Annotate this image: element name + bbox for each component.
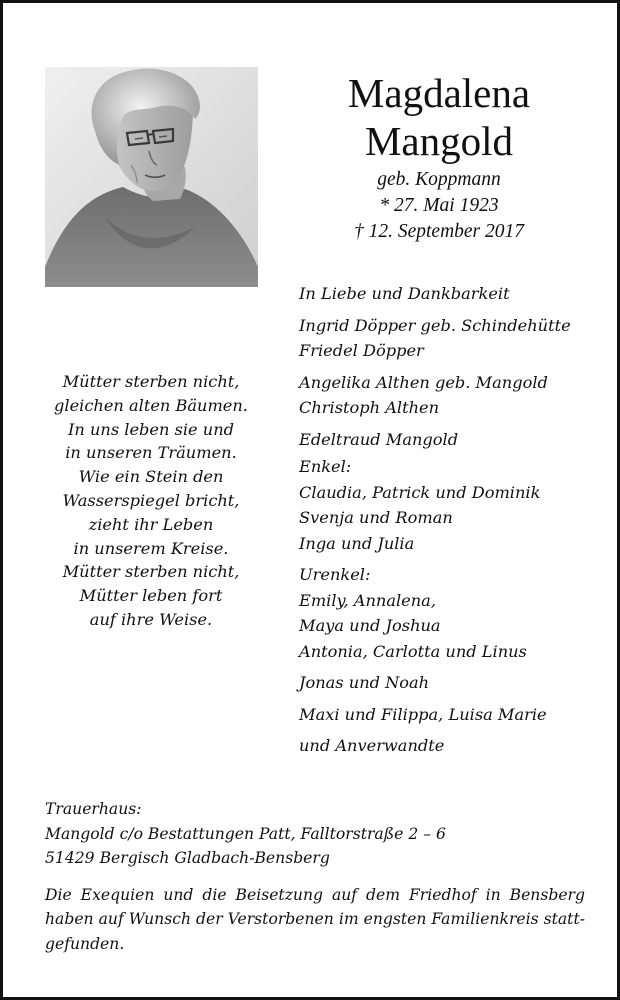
survivor-name: Jonas und Noah [299,673,430,692]
survivor-name: Edeltraud Mangold [299,429,459,449]
portrait-photo-icon [45,67,258,287]
survivor-name: Ingrid Döpper geb. Schindehütte [299,315,571,335]
deceased-name [303,69,575,165]
deceased-last-name: Mangold [364,118,514,164]
poem-line: in unseren Träumen. [65,443,237,463]
deceased-first-name: Magdalena [347,70,531,116]
portrait-photo [45,67,258,287]
grandchildren-label: Enkel: [299,457,352,476]
poem-line: Wasserspiegel bricht, [62,490,240,510]
poem-line: gleichen alten Bäumen. [54,395,248,415]
great-grandchildren-group [299,702,599,728]
survivors-intro-text: In Liebe und Dankbarkeit [299,284,510,303]
grandchildren-group [299,454,599,556]
poem [31,370,271,632]
death-date: † 12. September 2017 [353,221,525,242]
poem-line: zieht ihr Leben [88,514,214,534]
survivor-name: Antonia, Carlotta und Linus [299,641,527,661]
great-grandchildren-label: Urenkel: [299,565,371,584]
great-grandchildren-group [299,562,599,664]
family-group [299,313,599,364]
survivor-name: Angelika Althen geb. Mangold [299,372,548,392]
survivor-name: Maya und Joshua [299,616,441,635]
address-line: 51429 Bergisch Gladbach-Bensberg [45,849,330,867]
birth-date: * 27. Mai 1923 [379,195,499,216]
survivor-name: Claudia, Patrick und Dominik [299,482,541,502]
life-dates [303,167,575,245]
survivor-name: Christoph Althen [299,398,440,417]
poem-line: Mütter sterben nicht, [62,372,240,391]
poem-line: Wie ein Stein den [78,467,224,487]
survivors-intro [299,281,599,307]
funeral-note: Die Exequien und die Beisetzung auf dem Friedhof in Bensberg haben auf Wunsch der Verstorbenen im engsten Familienkreis statt-gefunden. [45,885,585,953]
poem-line: In uns leben sie und [68,419,234,439]
footer-info [45,797,585,956]
survivors-list [299,281,599,765]
address-label: Trauerhaus: [45,800,142,818]
address-line: Mangold c/o Bestattungen Patt, Falltorstraße 2 – 6 [45,824,446,843]
survivor-name: Maxi und Filippa, Luisa Marie [299,704,547,724]
poem-line: in unserem Kreise. [73,538,229,558]
poem-line: Mütter leben fort [79,586,223,606]
family-group [299,427,599,453]
family-group [299,370,599,421]
mourning-house-address [45,797,585,871]
great-grandchildren-group [299,670,599,696]
birth-name: geb. Koppmann [377,169,501,190]
poem-line: auf ihre Weise. [89,609,213,629]
survivors-closing [299,733,599,759]
survivor-name: Svenja und Roman [299,508,453,527]
poem-line: Mütter sterben nicht, [62,562,240,582]
survivor-name: Friedel Döpper [299,341,424,360]
survivor-name: Inga und Julia [299,533,415,553]
survivors-closing-text: und Anverwandte [299,736,445,755]
survivor-name: Emily, Annalena, [299,590,436,610]
